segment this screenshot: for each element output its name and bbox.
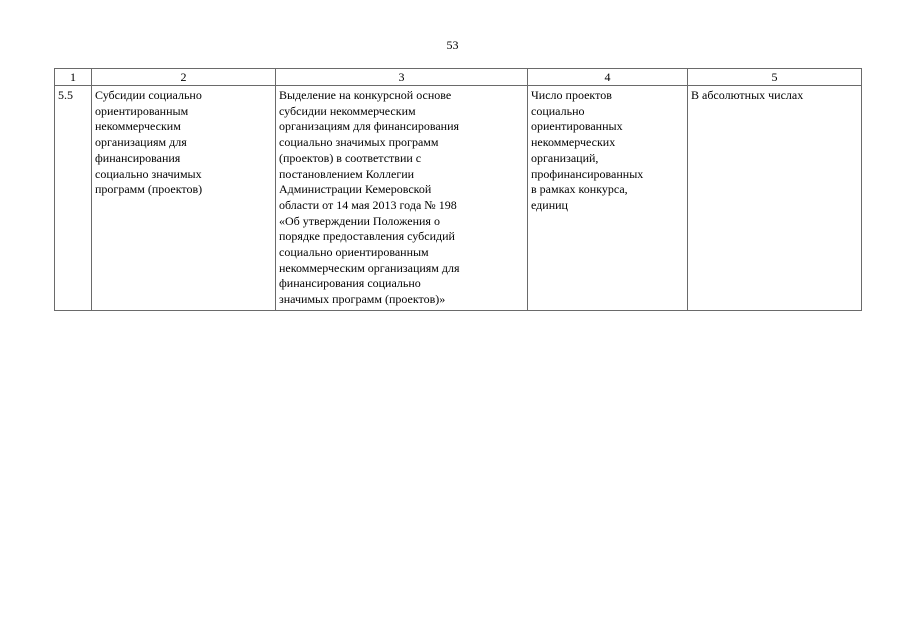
- indicators-table: [54, 68, 862, 311]
- indicator-line: в рамках конкурса,: [531, 182, 628, 197]
- description-line: (проектов) в соответствии с: [279, 150, 422, 165]
- indicator-line: некоммерческих: [531, 135, 616, 150]
- column-header-5: 5: [688, 69, 862, 86]
- description-line: Администрации Кемеровской: [279, 182, 432, 197]
- description-line: «Об утверждении Положения о: [279, 213, 440, 228]
- unit-cell: В абсолютных числах: [688, 86, 862, 311]
- description-line: Выделение на конкурсной основе: [279, 88, 452, 102]
- row-number-cell: 5.5: [55, 86, 92, 311]
- measure-description-cell: [276, 86, 528, 311]
- page-number: 53: [446, 38, 459, 52]
- description-line: постановлением Коллегии: [279, 166, 415, 181]
- measure-name-line: социально значимых: [95, 166, 202, 181]
- indicator-line: профинансированных: [531, 166, 644, 181]
- measure-name-line: Субсидии социально: [95, 88, 202, 102]
- measure-name-line: программ (проектов): [95, 182, 203, 197]
- measure-name-line: ориентированным: [95, 103, 189, 118]
- table-header-row: [55, 69, 862, 86]
- measure-name-line: организациям для: [95, 135, 187, 150]
- indicator-cell: [528, 86, 688, 311]
- description-line: социально значимых программ: [279, 135, 439, 150]
- indicator-line: Число проектов: [531, 88, 612, 102]
- table-row: [55, 86, 862, 311]
- description-line: некоммерческим организациям для: [279, 260, 460, 275]
- description-line: области от 14 мая 2013 года № 198: [279, 197, 457, 212]
- description-line: организациям для финансирования: [279, 119, 460, 134]
- indicator-line: социально: [531, 103, 585, 118]
- column-header-4: 4: [528, 69, 688, 86]
- description-line: социально ориентированным: [279, 245, 429, 260]
- measure-name-line: финансирования: [95, 150, 181, 165]
- column-header-2: 2: [92, 69, 276, 86]
- measure-name-cell: [92, 86, 276, 311]
- column-header-3: 3: [276, 69, 528, 86]
- description-line: порядке предоставления субсидий: [279, 229, 455, 244]
- description-line: значимых программ (проектов)»: [279, 292, 446, 307]
- measure-name-line: некоммерческим: [95, 119, 181, 134]
- description-line: субсидии некоммерческим: [279, 103, 416, 118]
- indicator-line: единиц: [531, 197, 568, 212]
- description-line: финансирования социально: [279, 276, 421, 291]
- indicator-line: организаций,: [531, 150, 599, 165]
- indicator-line: ориентированных: [531, 119, 623, 134]
- column-header-1: 1: [55, 69, 92, 86]
